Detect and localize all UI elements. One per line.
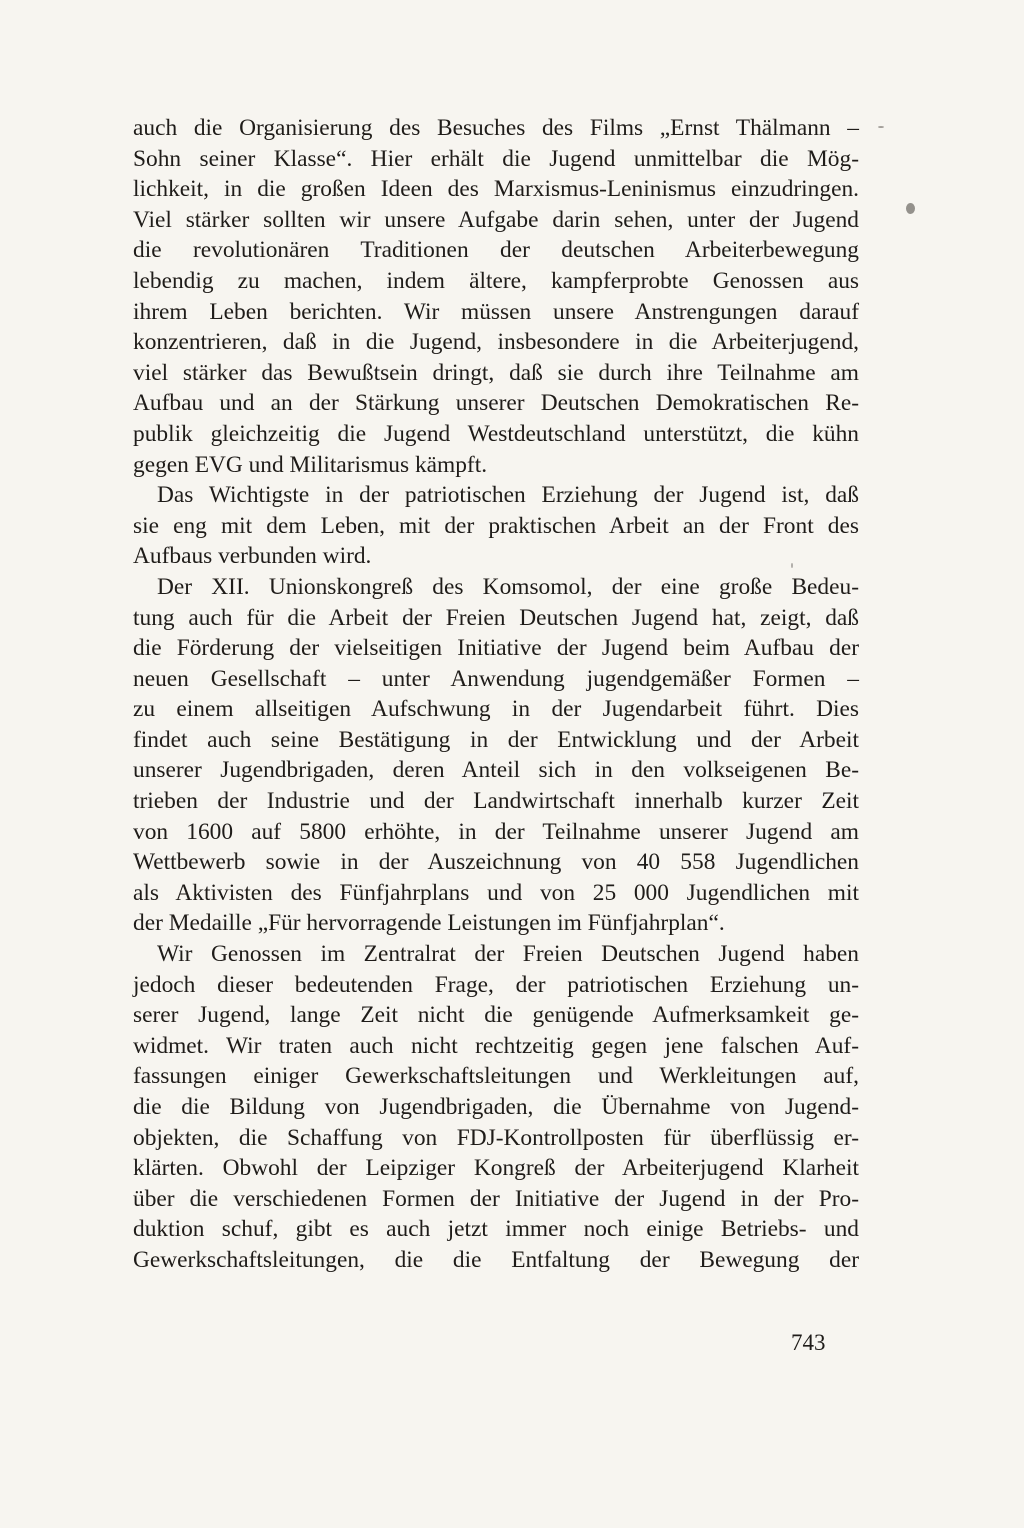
text-line: findet auch seine Bestätigung in der Entwicklung und der Arbeit (133, 726, 859, 753)
text-line: lebendig zu machen, indem ältere, kampferprobte Genossen aus (133, 267, 859, 294)
paragraph-1 (133, 113, 859, 480)
text-line: über die verschiedenen Formen der Initiative der Jugend in der Pro- (133, 1185, 859, 1212)
text-line: sie eng mit dem Leben, mit der praktischen Arbeit an der Front des (133, 512, 859, 539)
text-line: objekten, die Schaffung von FDJ-Kontrollposten für überflüssig er- (133, 1124, 859, 1151)
text-line: der Medaille „Für hervorragende Leistungen im Fünfjahrplan“. (133, 910, 725, 937)
text-line: tung auch für die Arbeit der Freien Deutschen Jugend hat, zeigt, daß (133, 604, 859, 631)
paragraph-4 (133, 939, 859, 1276)
text-line: die die Bildung von Jugendbrigaden, die Übernahme von Jugend- (133, 1094, 859, 1120)
text-line: konzentrieren, daß in die Jugend, insbesondere in die Arbeiterjugend, (133, 329, 859, 356)
text-line: von 1600 auf 5800 erhöhte, in der Teilnahme unserer Jugend am (133, 818, 859, 845)
text-line: gegen EVG und Militarismus kämpft. (133, 451, 488, 478)
text-line: Viel stärker sollten wir unsere Aufgabe darin sehen, unter der Jugend (133, 206, 859, 233)
text-line: unserer Jugendbrigaden, deren Anteil sich in den volkseigenen Be- (133, 757, 859, 784)
text-line: die Förderung der vielseitigen Initiative der Jugend beim Aufbau der (133, 635, 859, 662)
text-line: Der XII. Unionskongreß des Komsomol, der eine große Bedeu- (157, 573, 859, 600)
text-line: lichkeit, in die großen Ideen des Marxismus-Leninismus einzudringen. (133, 176, 859, 203)
text-line: die revolutionären Traditionen der deutschen Arbeiterbewegung (133, 237, 859, 264)
text-line: Aufbau und an der Stärkung unserer Deutschen Demokratischen Re- (133, 390, 859, 417)
text-line: Das Wichtigste in der patriotischen Erziehung der Jugend ist, daß (157, 482, 859, 509)
paper-speck (878, 126, 884, 128)
text-line: fassungen einiger Gewerkschaftsleitungen und Werkleitungen auf, (133, 1063, 859, 1090)
text-line: zu einem allseitigen Aufschwung in der Jugendarbeit führt. Dies (133, 696, 859, 723)
text-line: als Aktivisten des Fünfjahrplans und von 25 000 Jugendlichen mit (133, 879, 859, 906)
paragraph-2 (133, 480, 859, 572)
text-line: Sohn seiner Klasse“. Hier erhält die Jugend unmittelbar die Mög- (133, 145, 859, 172)
text-line: Wettbewerb sowie in der Auszeichnung von 40 558 Jugendlichen (133, 849, 859, 876)
text-line: Aufbaus verbunden wird. (133, 543, 372, 570)
text-line: widmet. Wir traten auch nicht rechtzeitig gegen jene falschen Auf- (133, 1032, 859, 1059)
text-line: neuen Gesellschaft – unter Anwendung jugendgemäßer Formen – (133, 665, 859, 692)
paper-speck (791, 563, 793, 568)
paragraph-3 (133, 572, 859, 939)
text-line: viel stärker das Bewußtsein dringt, daß sie durch ihre Teilnahme am (133, 359, 859, 386)
text-line: Gewerkschaftsleitungen, die die Entfaltung der Bewegung der (133, 1246, 859, 1273)
page-number: 743 (791, 1330, 826, 1355)
text-line: duktion schuf, gibt es auch jetzt immer noch einige Betriebs- und (133, 1216, 859, 1243)
text-line: jedoch dieser bedeutenden Frage, der patriotischen Erziehung un- (133, 971, 859, 998)
text-line: serer Jugend, lange Zeit nicht die genügende Aufmerksamkeit ge- (133, 1002, 859, 1029)
text-line: ihrem Leben berichten. Wir müssen unsere Anstrengungen darauf (133, 298, 859, 325)
body-text (133, 113, 859, 1276)
text-line: publik gleichzeitig die Jugend Westdeutschland unterstützt, die kühn (133, 420, 859, 447)
paper-speck (906, 203, 915, 214)
text-line: auch die Organisierung des Besuches des Films „Ernst Thälmann – (133, 115, 859, 141)
text-line: klärten. Obwohl der Leipziger Kongreß der Arbeiterjugend Klarheit (133, 1155, 859, 1182)
text-line: Wir Genossen im Zentralrat der Freien Deutschen Jugend haben (157, 941, 859, 968)
text-line: trieben der Industrie und der Landwirtschaft innerhalb kurzer Zeit (133, 788, 859, 815)
